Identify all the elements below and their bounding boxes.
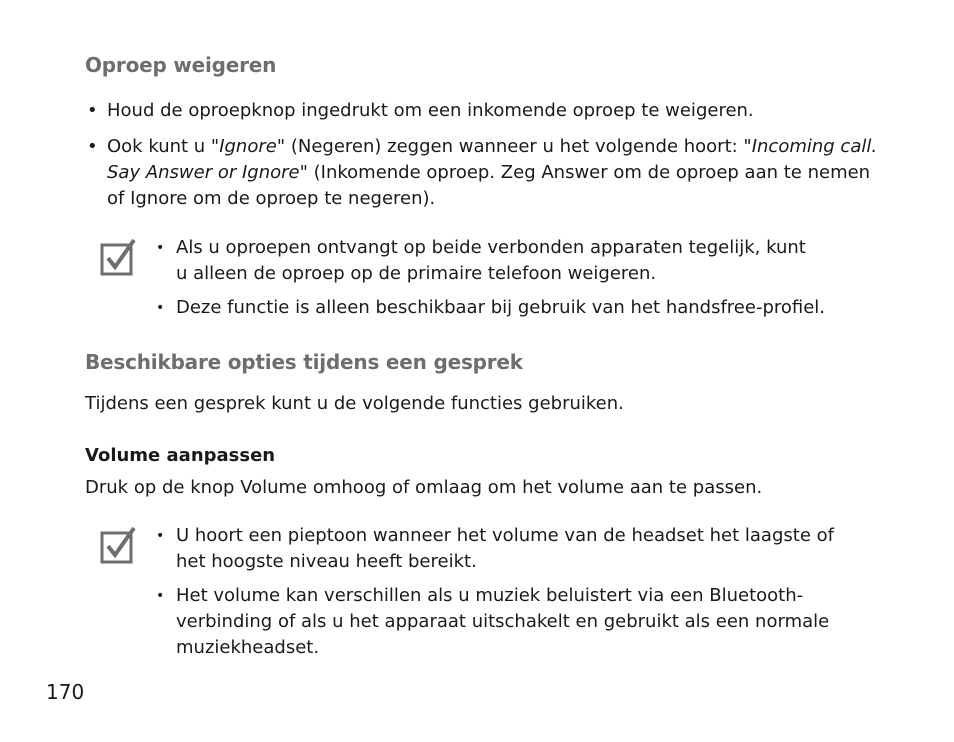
bullet-marker: •: [87, 136, 98, 157]
bullet-text-part: (Inkomende oproep. Zeg Answer om de oproep aan te nemen: [307, 162, 871, 183]
note-list-volume: [153, 523, 873, 661]
bullet-marker: •: [156, 528, 165, 544]
note-text-line: Deze functie is alleen beschikbaar bij gebruik van het handsfree-profiel.: [176, 297, 826, 318]
voice-prompt-line2: Say Answer or Ignore": [107, 162, 308, 183]
page-number: 170: [46, 680, 85, 704]
note-item: [153, 235, 873, 287]
bullet-marker: •: [156, 240, 165, 256]
note-item: [153, 583, 873, 661]
bullet-text-part: (Negeren) zeggen wanneer u het volgende hoort:: [285, 136, 744, 157]
list-item: [85, 134, 885, 212]
checkbox-check-icon: [100, 238, 138, 276]
note-item: [153, 523, 873, 575]
bullet-text-part: of Ignore om de oproep te negeren).: [107, 188, 436, 209]
bullet-marker: •: [87, 100, 98, 121]
note-item: [153, 295, 873, 321]
subheading-volume: Volume aanpassen: [85, 445, 276, 466]
note-text-line: muziekheadset.: [176, 637, 320, 658]
note-text-line: U hoort een pieptoon wanneer het volume van de headset het laagste of: [176, 525, 834, 546]
note-text-line: verbinding of als u het apparaat uitschakelt en gebruikt als een normale: [176, 611, 830, 632]
call-reject-bullet-list: [85, 98, 885, 212]
note-text-line: Het volume kan verschillen als u muziek beluistert via een Bluetooth-: [176, 585, 804, 606]
bullet-marker: •: [156, 300, 165, 316]
section-heading-call-options: Beschikbare opties tijdens een gesprek: [85, 350, 523, 374]
note-list-call-reject: [153, 235, 873, 321]
voice-prompt-line1: "Incoming call.: [743, 136, 878, 157]
list-item: [85, 98, 885, 124]
voice-command-ignore: "Ignore": [210, 136, 286, 157]
note-text-line: Als u oproepen ontvangt op beide verbonden apparaten tegelijk, kunt: [176, 237, 806, 258]
section-intro-text: Tijdens een gesprek kunt u de volgende functies gebruiken.: [85, 393, 624, 414]
volume-instruction-text: Druk op de knop Volume omhoog of omlaag om het volume aan te passen.: [85, 477, 763, 498]
section-heading-call-reject: Oproep weigeren: [85, 53, 277, 77]
note-text-line: het hoogste niveau heeft bereikt.: [176, 551, 477, 572]
bullet-text-part: Ook kunt u: [107, 136, 211, 157]
note-text-line: u alleen de oproep op de primaire telefoon weigeren.: [176, 263, 657, 284]
bullet-text: Houd de oproepknop ingedrukt om een inkomende oproep te weigeren.: [107, 100, 754, 121]
checkbox-check-icon: [100, 526, 138, 564]
bullet-marker: •: [156, 588, 165, 604]
